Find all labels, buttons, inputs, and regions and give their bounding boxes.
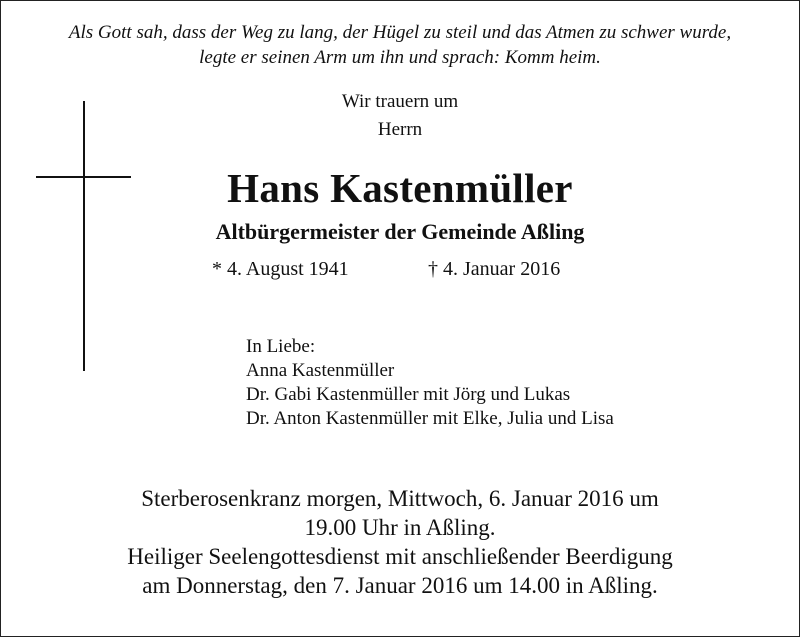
mourners-heading: In Liebe:	[246, 336, 316, 357]
mourners-list	[246, 335, 614, 431]
mourner-name: Dr. Gabi Kastenmüller mit Jörg und Lukas	[246, 384, 571, 405]
service-line-4: am Donnerstag, den 7. Januar 2016 um 14.00 in Aßling.	[142, 573, 658, 598]
quote-line-1: Als Gott sah, dass der Weg zu lang, der Hügel zu steil und das Atmen zu schwer wurde,	[68, 22, 732, 43]
mourning-intro	[0, 88, 800, 144]
mourner-name: Anna Kastenmüller	[246, 360, 395, 381]
death-date: † 4. Januar 2016	[428, 258, 561, 280]
intro-line-1: Wir trauern um	[341, 91, 459, 112]
deceased-title: Altbürgermeister der Gemeinde Aßling	[215, 219, 585, 244]
service-line-1: Sterberosenkranz morgen, Mittwoch, 6. Januar 2016 um	[141, 486, 659, 511]
memorial-quote	[0, 20, 800, 70]
mourner-name: Dr. Anton Kastenmüller mit Elke, Julia und Lisa	[246, 408, 614, 429]
quote-line-2: legte er seinen Arm um ihn und sprach: Komm heim.	[199, 47, 601, 68]
deceased-name: Hans Kastenmüller	[227, 165, 573, 211]
birth-date: * 4. August 1941	[212, 258, 349, 280]
service-line-2: 19.00 Uhr in Aßling.	[304, 515, 496, 540]
service-announcement	[0, 484, 800, 600]
intro-line-2: Herrn	[377, 119, 423, 140]
service-line-3: Heiliger Seelengottesdienst mit anschließender Beerdigung	[127, 544, 673, 569]
